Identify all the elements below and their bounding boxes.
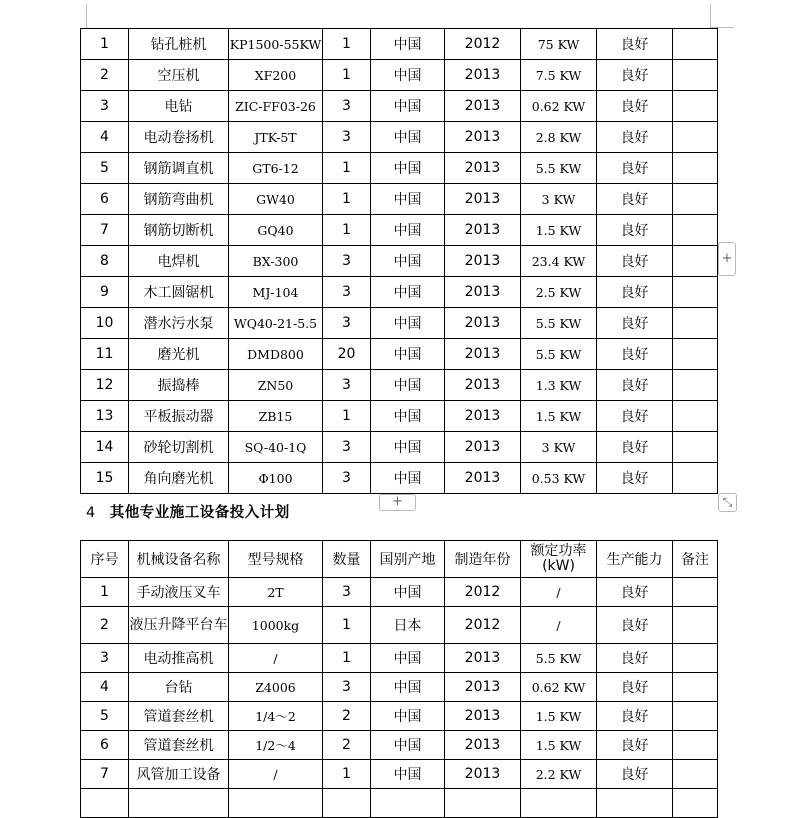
cell-status[interactable] [597,789,673,818]
cell-qty[interactable]: 1 [323,184,371,215]
cell-year[interactable]: 制造年份 [445,541,521,578]
cell-origin[interactable]: 中国 [371,432,445,463]
cell-origin[interactable]: 中国 [371,578,445,607]
cell-model[interactable]: 2T [229,578,323,607]
cell-model[interactable]: / [229,760,323,789]
cell-year[interactable]: 2013 [445,215,521,246]
cell-year[interactable]: 2013 [445,122,521,153]
cell-status[interactable]: 良好 [597,91,673,122]
cell-remark[interactable] [673,731,718,760]
cell-status[interactable]: 良好 [597,578,673,607]
cell-model[interactable]: ZIC-FF03-26 [229,91,323,122]
cell-model[interactable]: GT6-12 [229,153,323,184]
cell-name[interactable] [129,789,229,818]
cell-no[interactable]: 6 [81,184,129,215]
cell-model[interactable]: DMD800 [229,339,323,370]
table-row [81,607,718,644]
cell-qty[interactable]: 1 [323,401,371,432]
cell-model[interactable]: JTK-5T [229,122,323,153]
cell-model[interactable]: ZN50 [229,370,323,401]
cell-status[interactable]: 良好 [597,760,673,789]
cell-origin[interactable]: 中国 [371,401,445,432]
cell-name[interactable]: 电动卷扬机 [129,122,229,153]
cell-power[interactable]: 75 KW [521,29,597,60]
cell-remark[interactable] [673,153,718,184]
cell-origin[interactable]: 中国 [371,246,445,277]
cell-remark[interactable] [673,644,718,673]
cell-model[interactable]: 型号规格 [229,541,323,578]
cell-status[interactable]: 良好 [597,308,673,339]
cell-origin[interactable]: 中国 [371,702,445,731]
cell-no[interactable]: 3 [81,91,129,122]
cell-year[interactable]: 2013 [445,246,521,277]
cell-model[interactable]: 1000kg [229,607,323,644]
cell-model[interactable]: MJ-104 [229,277,323,308]
table-row [81,702,718,731]
cell-origin[interactable]: 中国 [371,731,445,760]
cell-year[interactable]: 2013 [445,91,521,122]
cell-status[interactable]: 良好 [597,339,673,370]
cell-year[interactable]: 2013 [445,644,521,673]
cell-no[interactable]: 3 [81,644,129,673]
cell-power[interactable]: / [521,607,597,644]
cell-remark[interactable] [673,246,718,277]
cell-power[interactable] [521,789,597,818]
cell-remark[interactable] [673,277,718,308]
table-row [81,184,718,215]
cell-name[interactable]: 钢筋调直机 [129,153,229,184]
cell-status[interactable]: 良好 [597,702,673,731]
cell-status[interactable]: 良好 [597,463,673,494]
table-row [81,731,718,760]
cell-no[interactable]: 6 [81,731,129,760]
cell-name[interactable]: 电焊机 [129,246,229,277]
cell-year[interactable]: 2013 [445,184,521,215]
equipment-table-1-body [81,29,718,494]
cell-remark[interactable] [673,673,718,702]
cell-model[interactable]: ZB15 [229,401,323,432]
cell-qty[interactable]: 1 [323,215,371,246]
cell-name[interactable]: 电钻 [129,91,229,122]
table-row [81,401,718,432]
cell-qty[interactable]: 3 [323,432,371,463]
cell-status[interactable]: 良好 [597,246,673,277]
cell-power[interactable]: 1.5 KW [521,215,597,246]
cell-no[interactable]: 9 [81,277,129,308]
cell-remark[interactable] [673,432,718,463]
table-row [81,432,718,463]
cell-no[interactable]: 7 [81,215,129,246]
cell-qty[interactable]: 3 [323,277,371,308]
cell-no[interactable]: 5 [81,153,129,184]
cell-origin[interactable]: 中国 [371,370,445,401]
margin-mark-right [710,4,711,28]
table-row [81,153,718,184]
table-header-row [81,541,718,578]
cell-status[interactable]: 良好 [597,60,673,91]
cell-name[interactable]: 机械设备名称 [129,541,229,578]
cell-status[interactable]: 良好 [597,215,673,246]
cell-qty[interactable]: 3 [323,308,371,339]
cell-model[interactable]: GW40 [229,184,323,215]
cell-qty[interactable]: 20 [323,339,371,370]
cell-year[interactable]: 2013 [445,308,521,339]
cell-no[interactable]: 4 [81,673,129,702]
section-number: 4 [86,505,96,521]
cell-year[interactable]: 2013 [445,339,521,370]
cell-remark[interactable] [673,760,718,789]
cell-status[interactable]: 良好 [597,370,673,401]
cell-year[interactable]: 2013 [445,432,521,463]
cell-year[interactable]: 2012 [445,29,521,60]
table-row [81,760,718,789]
cell-power[interactable]: 1.5 KW [521,702,597,731]
cell-origin[interactable] [371,789,445,818]
cell-power[interactable]: 2.2 KW [521,760,597,789]
table-row [81,370,718,401]
cell-year[interactable]: 2012 [445,578,521,607]
cell-remark[interactable] [673,702,718,731]
cell-qty[interactable]: 3 [323,91,371,122]
cell-no[interactable]: 8 [81,246,129,277]
table-row [81,215,718,246]
cell-qty[interactable]: 数量 [323,541,371,578]
cell-name[interactable]: 风管加工设备 [129,760,229,789]
table-row [81,578,718,607]
cell-power[interactable]: 1.3 KW [521,370,597,401]
cell-name[interactable]: 平板振动器 [129,401,229,432]
cell-model[interactable]: Z4006 [229,673,323,702]
cell-no[interactable]: 14 [81,432,129,463]
cell-origin[interactable]: 中国 [371,277,445,308]
cell-model[interactable]: / [229,644,323,673]
table-row [81,277,718,308]
cell-power[interactable]: 0.62 KW [521,673,597,702]
cell-origin[interactable]: 中国 [371,308,445,339]
cell-power[interactable]: 5.5 KW [521,339,597,370]
cell-name[interactable]: 角向磨光机 [129,463,229,494]
cell-year[interactable]: 2013 [445,731,521,760]
cell-origin[interactable]: 中国 [371,760,445,789]
cell-qty[interactable]: 3 [323,370,371,401]
cell-status[interactable]: 良好 [597,122,673,153]
cell-status[interactable]: 良好 [597,277,673,308]
cell-no[interactable]: 序号 [81,541,129,578]
cell-name[interactable]: 钢筋弯曲机 [129,184,229,215]
table-row [81,122,718,153]
cell-name[interactable]: 磨光机 [129,339,229,370]
cell-qty[interactable]: 3 [323,578,371,607]
cell-remark[interactable] [673,215,718,246]
cell-remark[interactable] [673,578,718,607]
cell-origin[interactable]: 中国 [371,644,445,673]
cell-no[interactable]: 2 [81,607,129,644]
cell-status[interactable]: 生产能力 [597,541,673,578]
cell-power[interactable]: / [521,578,597,607]
cell-origin[interactable]: 中国 [371,215,445,246]
cell-no[interactable]: 1 [81,578,129,607]
cell-origin[interactable]: 中国 [371,673,445,702]
cell-name[interactable]: 木工圆锯机 [129,277,229,308]
section-title [86,501,290,522]
cell-qty[interactable]: 3 [323,673,371,702]
cell-status[interactable]: 良好 [597,153,673,184]
expand-icon[interactable]: ⤡ [718,493,737,512]
cell-status[interactable]: 良好 [597,607,673,644]
table-row [81,29,718,60]
cell-status[interactable]: 良好 [597,184,673,215]
table-row [81,60,718,91]
cell-origin[interactable]: 中国 [371,29,445,60]
cell-no[interactable]: 11 [81,339,129,370]
cell-qty[interactable]: 2 [323,702,371,731]
cell-qty[interactable] [323,789,371,818]
cell-qty[interactable]: 3 [323,122,371,153]
cell-origin[interactable]: 中国 [371,153,445,184]
table-row [81,673,718,702]
cell-qty[interactable]: 1 [323,153,371,184]
cell-status[interactable]: 良好 [597,432,673,463]
cell-no[interactable]: 12 [81,370,129,401]
cell-year[interactable]: 2013 [445,673,521,702]
cell-qty[interactable]: 2 [323,731,371,760]
cell-power[interactable]: 1.5 KW [521,401,597,432]
cell-no[interactable]: 2 [81,60,129,91]
cell-origin[interactable]: 日本 [371,607,445,644]
cell-power[interactable]: 3 KW [521,184,597,215]
table-row [81,789,718,818]
cell-remark[interactable]: 备注 [673,541,718,578]
cell-power[interactable]: 7.5 KW [521,60,597,91]
cell-name[interactable]: 手动液压叉车 [129,578,229,607]
cell-power[interactable]: 额定功率(kW) [521,541,597,578]
cell-model[interactable]: 1/4～2 [229,702,323,731]
cell-no[interactable]: 5 [81,702,129,731]
cell-name[interactable]: 液压升降平台车 [129,607,229,644]
cell-status[interactable]: 良好 [597,401,673,432]
cell-qty[interactable]: 3 [323,463,371,494]
cell-year[interactable] [445,789,521,818]
cell-year[interactable]: 2013 [445,401,521,432]
cell-origin[interactable]: 中国 [371,339,445,370]
cell-qty[interactable]: 1 [323,644,371,673]
cell-no[interactable]: 15 [81,463,129,494]
cell-year[interactable]: 2013 [445,760,521,789]
equipment-table-2 [80,540,718,818]
cell-year[interactable]: 2013 [445,153,521,184]
cell-qty[interactable]: 1 [323,607,371,644]
cell-qty[interactable]: 3 [323,246,371,277]
cell-remark[interactable] [673,339,718,370]
cell-remark[interactable] [673,789,718,818]
cell-power[interactable]: 5.5 KW [521,153,597,184]
cell-model[interactable]: 1/2～4 [229,731,323,760]
cell-power[interactable]: 2.5 KW [521,277,597,308]
cell-qty[interactable]: 1 [323,60,371,91]
cell-name[interactable]: 钻孔桩机 [129,29,229,60]
cell-no[interactable]: 13 [81,401,129,432]
cell-origin[interactable]: 中国 [371,122,445,153]
table-row [81,644,718,673]
section-heading: 其他专业施工设备投入计划 [109,505,290,521]
cell-qty[interactable]: 1 [323,760,371,789]
cell-power[interactable]: 1.5 KW [521,731,597,760]
cell-power[interactable]: 23.4 KW [521,246,597,277]
cell-origin[interactable]: 中国 [371,184,445,215]
cell-year[interactable]: 2013 [445,702,521,731]
cell-name[interactable]: 台钻 [129,673,229,702]
cell-status[interactable]: 良好 [597,673,673,702]
cell-power[interactable]: 5.5 KW [521,308,597,339]
margin-mark-left [86,4,87,28]
cell-qty[interactable]: 1 [323,29,371,60]
cell-model[interactable]: GQ40 [229,215,323,246]
cell-power[interactable]: 2.8 KW [521,122,597,153]
cell-model[interactable]: XF200 [229,60,323,91]
add-row-button[interactable]: + [379,494,416,511]
cell-origin[interactable]: 中国 [371,463,445,494]
cell-remark[interactable] [673,122,718,153]
cell-remark[interactable] [673,91,718,122]
cell-remark[interactable] [673,463,718,494]
equipment-table-1 [80,28,718,494]
cell-power[interactable]: 3 KW [521,432,597,463]
cell-year[interactable]: 2013 [445,277,521,308]
table-row [81,246,718,277]
cell-remark[interactable] [673,29,718,60]
equipment-table-2-body [81,541,718,818]
add-column-button[interactable]: + [718,242,736,276]
cell-origin[interactable]: 中国 [371,60,445,91]
cell-no[interactable] [81,789,129,818]
cell-status[interactable]: 良好 [597,644,673,673]
cell-origin[interactable]: 中国 [371,91,445,122]
table-row [81,91,718,122]
cell-no[interactable]: 10 [81,308,129,339]
cell-remark[interactable] [673,60,718,91]
cell-year[interactable]: 2013 [445,463,521,494]
table-row [81,308,718,339]
cell-no[interactable]: 4 [81,122,129,153]
cell-year[interactable]: 2013 [445,370,521,401]
cell-remark[interactable] [673,401,718,432]
cell-name[interactable]: 振捣棒 [129,370,229,401]
cell-year[interactable]: 2013 [445,60,521,91]
cell-name[interactable]: 砂轮切割机 [129,432,229,463]
cell-origin[interactable]: 国别产地 [371,541,445,578]
cell-model[interactable]: WQ40-21-5.5 [229,308,323,339]
table-row [81,339,718,370]
cell-name[interactable]: 空压机 [129,60,229,91]
cell-name[interactable]: 钢筋切断机 [129,215,229,246]
cell-model[interactable]: SQ-40-1Q [229,432,323,463]
cell-model[interactable]: Φ100 [229,463,323,494]
cell-model[interactable]: KP1500-55KW [229,29,323,60]
cell-name[interactable]: 管道套丝机 [129,702,229,731]
cell-power[interactable]: 0.53 KW [521,463,597,494]
cell-name[interactable]: 电动推高机 [129,644,229,673]
cell-remark[interactable] [673,607,718,644]
cell-remark[interactable] [673,370,718,401]
cell-model[interactable] [229,789,323,818]
cell-remark[interactable] [673,184,718,215]
cell-no[interactable]: 1 [81,29,129,60]
cell-year[interactable]: 2012 [445,607,521,644]
cell-name[interactable]: 管道套丝机 [129,731,229,760]
cell-status[interactable]: 良好 [597,29,673,60]
cell-power[interactable]: 5.5 KW [521,644,597,673]
cell-model[interactable]: BX-300 [229,246,323,277]
cell-name[interactable]: 潜水污水泵 [129,308,229,339]
cell-status[interactable]: 良好 [597,731,673,760]
cell-remark[interactable] [673,308,718,339]
cell-no[interactable]: 7 [81,760,129,789]
table-row [81,463,718,494]
cell-power[interactable]: 0.62 KW [521,91,597,122]
